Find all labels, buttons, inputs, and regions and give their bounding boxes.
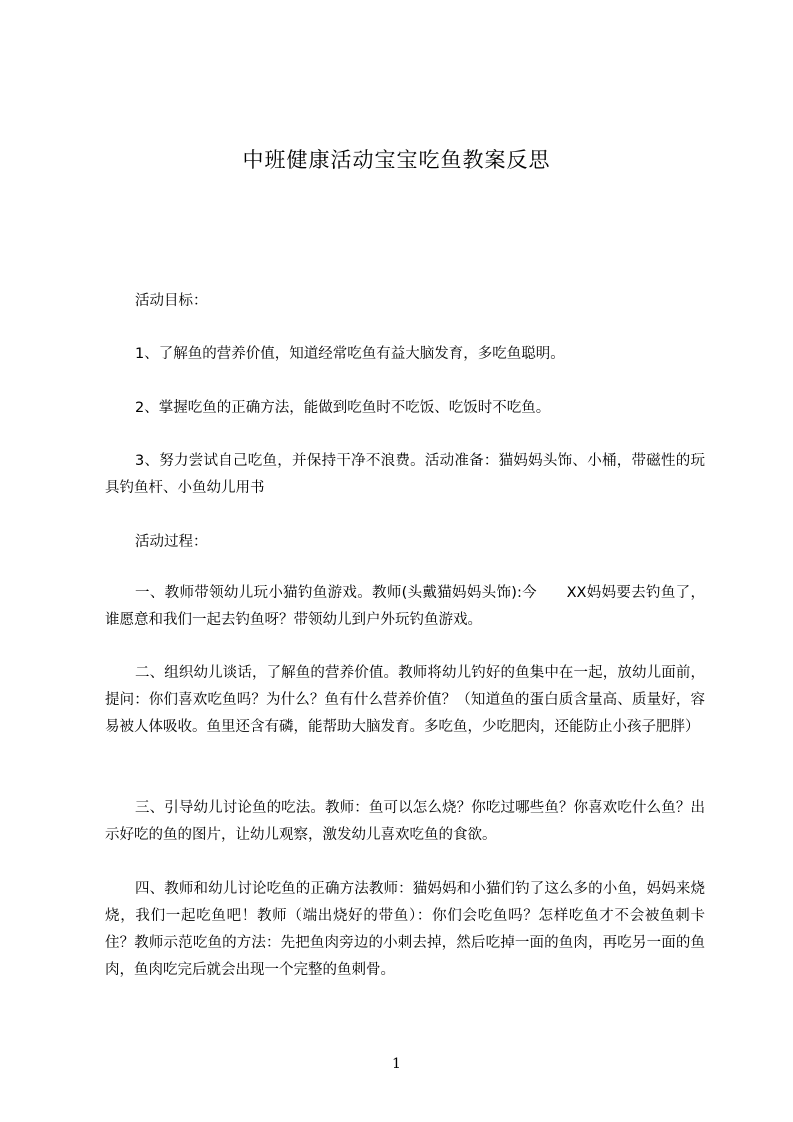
paragraph-objective-2: 2、掌握吃鱼的正确方法，能做到吃鱼时不吃饭、吃饭时不吃鱼。 (135, 400, 551, 416)
paragraph-step-4: 四、教师和幼儿讨论吃鱼的正确方法教师：猫妈妈和小猫们钓了这么多的小鱼，妈妈来烧烧，我们一起吃鱼吧！教师（端出烧好的带鱼）：你们会吃鱼吗？怎样吃鱼才不会被鱼刺卡住？教师示范吃鱼的方法：先把鱼肉旁边的小刺去掉，然后吃掉一面的鱼肉，再吃另一面的鱼肉，鱼肉吃完后就会出现一个完整的鱼刺骨。 (105, 881, 705, 978)
paragraph-step-3: 三、引导幼儿讨论鱼的吃法。教师：鱼可以怎么烧？你吃过哪些鱼？你喜欢吃什么鱼？出示好吃的鱼的图片，让幼儿观察，激发幼儿喜欢吃鱼的食欲。 (105, 800, 705, 843)
paragraph-objectives-heading: 活动目标： (135, 293, 208, 309)
document-title: 中班健康活动宝宝吃鱼教案反思 (242, 148, 551, 172)
paragraph-step-2: 二、组织幼儿谈话，了解鱼的营养价值。教师将幼儿钓好的鱼集中在一起，放幼儿面前，提问：你们喜欢吃鱼吗？为什么？鱼有什么营养价值？（知道鱼的蛋白质含量高、质量好，容易被人体吸收。鱼里还含有磷，能帮助大脑发育。多吃鱼，少吃肥肉，还能防止小孩子肥胖） (105, 665, 705, 735)
paragraph-process-heading: 活动过程： (135, 534, 208, 550)
paragraph-step-1: 一、教师带领幼儿玩小猫钓鱼游戏。教师(头戴猫妈妈头饰):今 XX妈妈要去钓鱼了，谁愿意和我们一起去钓鱼呀？带领幼儿到户外玩钓鱼游戏。 (105, 585, 705, 628)
page-number: 1 (392, 1056, 401, 1072)
paragraph-objective-1: 1、了解鱼的营养价值，知道经常吃鱼有益大脑发育，多吃鱼聪明。 (135, 346, 565, 362)
paragraph-objective-3: 3、努力尝试自己吃鱼，并保持干净不浪费。活动准备：猫妈妈头饰、小桶，带磁性的玩具钓鱼杆、小鱼幼儿用书 (105, 453, 705, 496)
